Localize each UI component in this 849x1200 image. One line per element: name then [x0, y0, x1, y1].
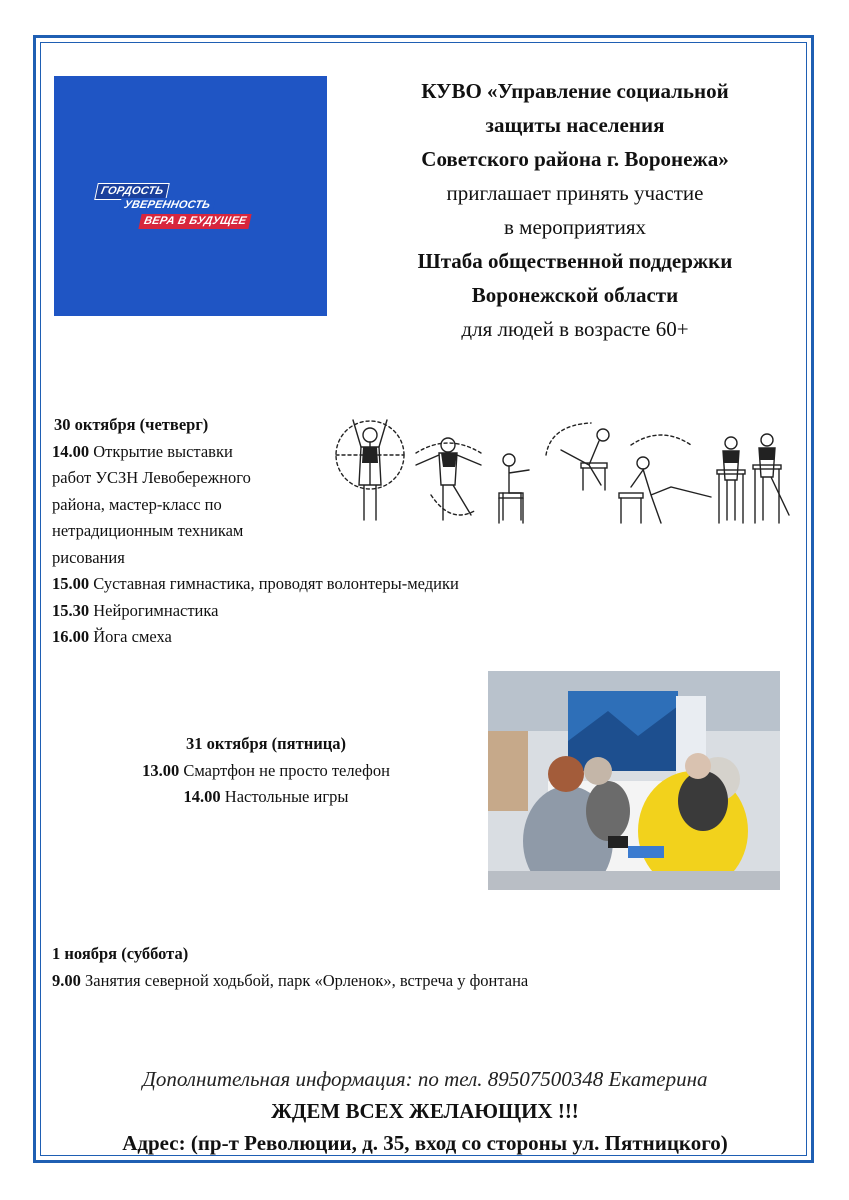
address: Адрес: (пр-т Революции, д. 35, вход со стороны ул. Пятницкого) — [122, 1131, 728, 1155]
invite-line-1: приглашает принять участие — [446, 181, 704, 205]
logo-line-faith: ВЕРА В БУДУЩЕЕ — [138, 214, 251, 229]
event-time: 14.00 — [52, 441, 90, 461]
invite-line-2: в мероприятиях — [504, 215, 646, 239]
event-time: 15.30 — [52, 600, 90, 620]
hq-line-1: Штаба общественной поддержки — [417, 249, 733, 273]
event-row — [52, 598, 572, 625]
event-text: Суставная гимнастика, проводят волонтеры-медики — [93, 574, 459, 593]
schedule-day-3 — [52, 941, 752, 994]
event-text: Открытие выставки — [93, 441, 233, 461]
event-text: Настольные игры — [224, 787, 349, 806]
event-photo — [488, 671, 780, 890]
schedule-day-2 — [96, 731, 436, 811]
org-name-line-3: Советского района г. Воронежа» — [421, 147, 729, 171]
event-row — [52, 571, 572, 598]
audience-line: для людей в возрасте 60+ — [461, 317, 689, 341]
event-text: Смартфон не просто телефон — [183, 760, 390, 780]
event-text: Нейрогимнастика — [93, 600, 219, 620]
day-3-date: 1 ноября (суббота) — [52, 944, 189, 963]
event-time: 9.00 — [52, 970, 81, 990]
event-row — [52, 624, 572, 651]
call-to-action: ЖДЕМ ВСЕХ ЖЕЛАЮЩИХ !!! — [271, 1099, 579, 1123]
event-text: Занятия северной ходьбой, парк «Орленок», встреча у фонтана — [85, 970, 529, 990]
event-time: 16.00 — [52, 627, 90, 646]
invitation-header — [335, 74, 815, 346]
joint-gymnastics-illustration — [331, 415, 799, 530]
footer — [40, 1064, 810, 1158]
event-text-cont: нетрадиционным техникам — [52, 521, 244, 540]
event-row — [96, 758, 436, 785]
event-text-cont: района, мастер-класс по — [52, 494, 222, 514]
contact-info: Дополнительная информация: по тел. 89507500348 Екатерина — [142, 1067, 708, 1091]
day-2-date: 31 октября (пятница) — [186, 734, 346, 753]
event-row — [52, 968, 752, 995]
event-text-cont: рисования — [52, 547, 125, 567]
hq-line-2: Воронежской области — [471, 283, 679, 307]
logo-line-confidence: УВЕРЕННОСТЬ — [118, 198, 215, 213]
event-text-cont: работ УСЗН Левобережного — [52, 468, 251, 487]
org-name-line-2: защиты населения — [485, 113, 665, 137]
event-time: 13.00 — [142, 760, 180, 780]
event-row — [96, 784, 436, 811]
event-text: Йога смеха — [93, 627, 172, 646]
org-name-line-1: КУВО «Управление социальной — [421, 79, 729, 103]
logo-line-pride: ГОРДОСТЬ — [94, 183, 170, 200]
campaign-logo — [54, 76, 327, 316]
event-time: 14.00 — [183, 787, 221, 806]
event-time: 15.00 — [52, 574, 90, 593]
day-1-date: 30 октября (четверг) — [54, 415, 209, 434]
